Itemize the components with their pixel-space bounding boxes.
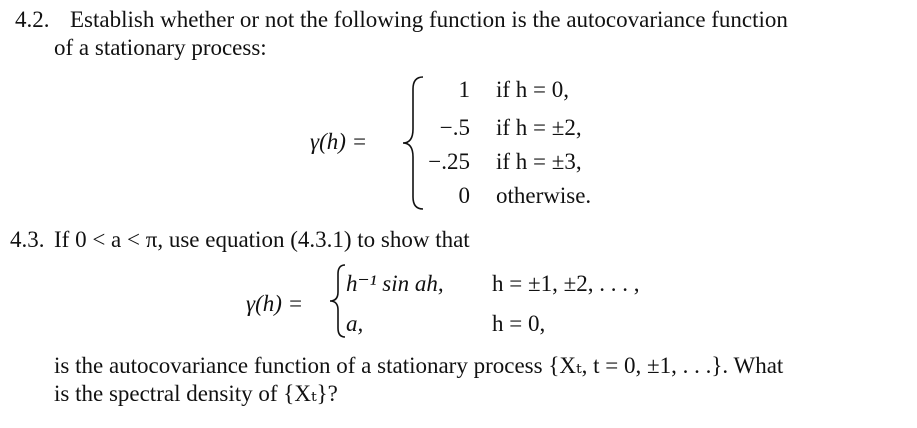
equation-2-case-1-condition: h = ±1, ±2, . . . , — [492, 271, 640, 296]
equation-2-lhs: γ(h) = — [246, 291, 304, 316]
equation-2-left-brace — [326, 262, 348, 340]
equation-1-case-4-value: 0 — [458, 183, 470, 208]
problem-4-3-text-line-2: is the autocovariance function of a stationary process {Xₜ, t = 0, ±1, . . .}. What — [54, 353, 784, 378]
problem-4-3-text-line-3: is the spectral density of {Xₜ}? — [54, 381, 338, 406]
problem-4-2-text-line-1: Establish whether or not the following function is the autocovariance function — [70, 7, 788, 32]
problem-4-3-text-line-1: If 0 < a < π, use equation (4.3.1) to show that — [54, 227, 470, 252]
equation-1-case-3-condition: if h = ±3, — [496, 149, 582, 174]
equation-2-case-1-value: h⁻¹ sin ah, — [346, 271, 444, 296]
equation-1-case-4-condition: otherwise. — [496, 183, 592, 208]
problem-4-2-number: 4.2. — [15, 7, 50, 32]
problem-4-2-text-line-2: of a stationary process: — [54, 35, 267, 60]
equation-1-case-2-value: −.5 — [439, 115, 470, 140]
equation-1-case-1-condition: if h = 0, — [496, 77, 570, 102]
equation-2-case-2-condition: h = 0, — [492, 311, 546, 336]
equation-2-case-2-value: a, — [346, 311, 364, 336]
equation-1-case-3-value: −.25 — [428, 149, 470, 174]
equation-1-case-1-value: 1 — [458, 77, 470, 102]
equation-1-lhs: γ(h) = — [310, 129, 368, 154]
problem-4-3-number: 4.3. — [10, 227, 45, 252]
equation-1-case-2-condition: if h = ±2, — [496, 115, 582, 140]
